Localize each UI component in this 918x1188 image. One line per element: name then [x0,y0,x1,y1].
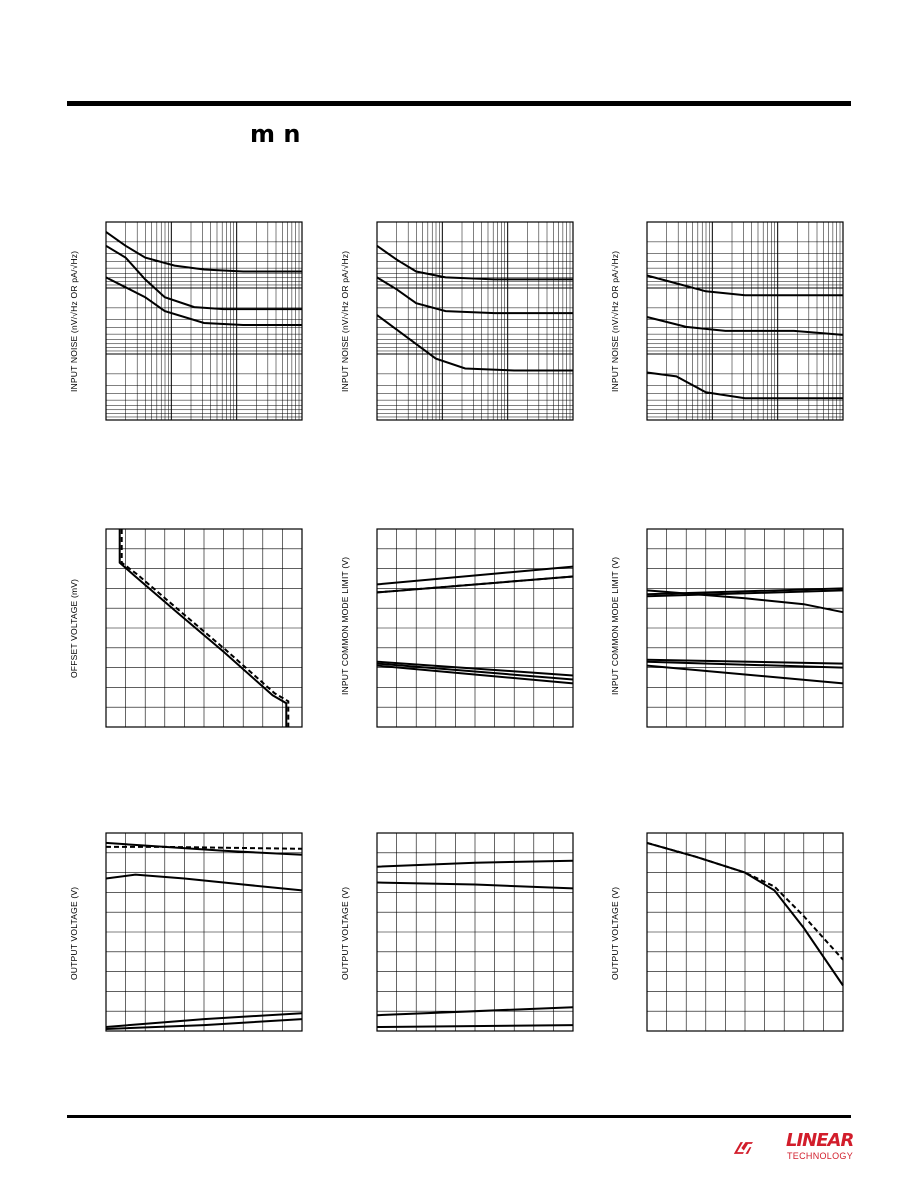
series-line-0 [106,232,302,272]
header-rule [67,101,851,106]
ylabel-noise-1: INPUT NOISE (nV/√Hz OR pA/√Hz) [69,250,79,392]
ylabel-vout-2: OUTPUT VOLTAGE (V) [340,886,350,980]
series-line-2 [377,315,573,370]
chart-vout-1 [106,833,302,1031]
logo-line2: TECHNOLOGY [787,1151,854,1161]
grid [377,529,573,727]
ylabel-vout-1: OUTPUT VOLTAGE (V) [69,886,79,980]
footer-rule [67,1115,851,1118]
series-line-0 [377,246,573,280]
chart-noise-3 [647,222,843,420]
chart-cml-2 [647,529,843,727]
chart-noise-1 [106,222,302,420]
ylabel-cml-1: INPUT COMMON MODE LIMIT (V) [340,556,350,695]
grid [377,222,573,420]
chart-noise-2 [377,222,573,420]
grid [106,833,302,1031]
ylabel-noise-3: INPUT NOISE (nV/√Hz OR pA/√Hz) [610,250,620,392]
series-line-3 [377,1025,573,1027]
grid [106,529,302,727]
plot-frame [647,222,843,420]
ylabel-vout-3: OUTPUT VOLTAGE (V) [610,886,620,980]
series-line-1 [106,246,302,309]
grid [647,222,843,420]
grid [647,833,843,1031]
chart-cml-1 [377,529,573,727]
section-glyphs: m n [250,120,301,148]
plot-frame [377,222,573,420]
ylabel-noise-2: INPUT NOISE (nV/√Hz OR pA/√Hz) [340,250,350,392]
chart-vout-3 [647,833,843,1031]
series-line-2 [106,277,302,325]
grid [647,529,843,727]
series-line-0 [647,276,843,296]
linear-technology-logo-icon [733,1132,783,1164]
chart-offset [106,529,302,727]
ylabel-cml-2: INPUT COMMON MODE LIMIT (V) [610,556,620,695]
chart-vout-2 [377,833,573,1031]
ylabel-offset: OFFSET VOLTAGE (mV) [69,578,79,678]
logo-line1: LINEAR [786,1130,854,1151]
